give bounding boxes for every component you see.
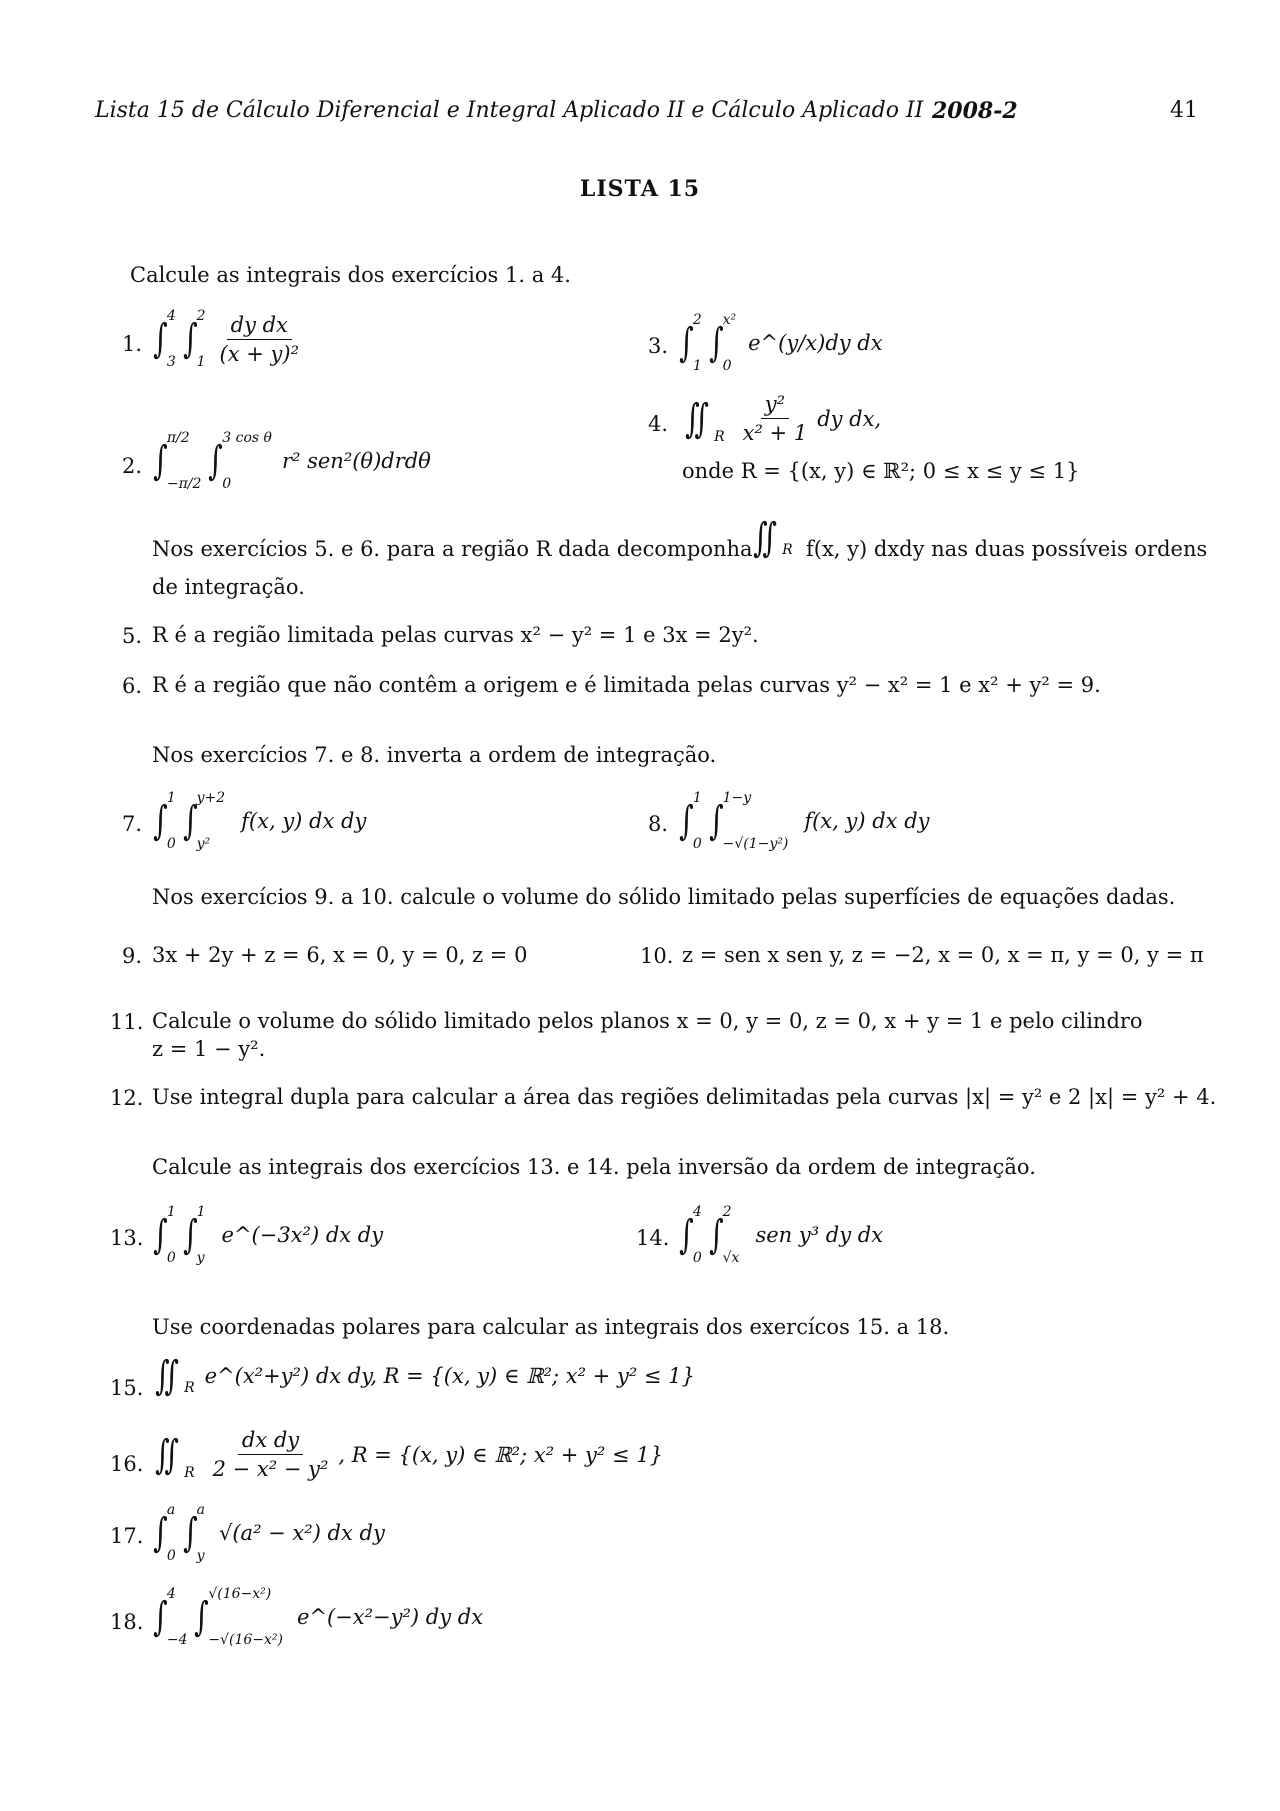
exercise-15: ∬ R e^(x²+y²) dx dy, R = {(x, y) ∈ ℝ²; x² + y² ≤ 1}	[155, 1353, 695, 1399]
integral-sign: ∫	[153, 438, 168, 484]
exercise-10: z = sen x sen y, z = −2, x = 0, x = π, y = 0, y = π	[682, 943, 1204, 967]
exercise-number: 4.	[648, 412, 669, 436]
integral-limits: a y	[196, 1502, 205, 1564]
exercise-9: 3x + 2y + z = 6, x = 0, y = 0, z = 0	[152, 943, 528, 967]
integral-limits: 3 cos θ 0	[222, 430, 272, 492]
integral-sign: ∫	[182, 1212, 198, 1258]
running-header-title: Lista 15 de Cálculo Diferencial e Integral Aplicado II e Cálculo Aplicado II	[95, 98, 924, 123]
integral-sign: ∫	[208, 438, 224, 484]
exercise-number: 11.	[110, 1010, 144, 1034]
integral-limits: 1 0	[166, 790, 176, 852]
exercise-2: ∫ π/2 −π/2 ∫ 3 cos θ 0 r² sen²(θ)drdθ	[153, 430, 431, 492]
exercise-3: ∫ 2 1 ∫ x² 0 e^(y/x)dy dx	[679, 312, 883, 374]
exercise-number: 2.	[122, 454, 143, 478]
exercise-17: ∫ a 0 ∫ a y √(a² − x²) dx dy	[153, 1502, 385, 1564]
instruction-7-8: Nos exercícios 7. e 8. inverta a ordem de integração.	[152, 743, 717, 767]
fraction: $\frac{\text{y²}}{\text{x² + 1}}$	[742, 392, 808, 445]
integral-limits: 2 √x	[722, 1204, 740, 1266]
exercise-4-region: onde R = {(x, y) ∈ ℝ²; 0 ≤ x ≤ y ≤ 1}	[682, 459, 1080, 483]
instruction-1-4: Calcule as integrais dos exercícios 1. a 4.	[130, 263, 571, 287]
exercise-number: 1.	[122, 332, 143, 356]
integral-limits: 1 0	[166, 1204, 176, 1266]
exercise-number: 18.	[110, 1610, 144, 1634]
integral-limits: 4 3	[166, 308, 176, 370]
integral-limits: 4 0	[692, 1204, 702, 1266]
exercise-14: ∫ 4 0 ∫ 2 √x sen y³ dy dx	[679, 1204, 884, 1266]
instruction-13-14: Calcule as integrais dos exercícios 13. e 14. pela inversão da ordem de integração.	[152, 1155, 1036, 1179]
instruction-5-6: Nos exercícios 5. e 6. para a região R dada decomponha	[152, 537, 753, 561]
integral-limits: 1 0	[692, 790, 702, 852]
integral-sign: ∫	[194, 1594, 210, 1640]
exercise-number: 17.	[110, 1524, 144, 1548]
integral-limits: x² 0	[722, 312, 737, 374]
integral-limits: 1−y −√(1−y²)	[722, 790, 789, 852]
integral-sign: ∫	[153, 1510, 168, 1556]
exercise-5: R é a região limitada pelas curvas x² − y² = 1 e 3x = 2y².	[152, 623, 759, 647]
exercise-13: ∫ 1 0 ∫ 1 y e^(−3x²) dx dy	[153, 1204, 384, 1266]
integral-sign: ∫	[153, 798, 168, 844]
page-number: 41	[1170, 98, 1198, 123]
double-integral-sign: ∬	[685, 395, 709, 442]
integral-sign: ∫	[679, 320, 694, 366]
integral-sign: ∫	[153, 1594, 168, 1640]
exercise-number: 9.	[122, 944, 143, 968]
integral-limits: π/2 −π/2	[166, 430, 202, 492]
integral-sign: ∫	[708, 798, 724, 844]
page-title: LISTA 15	[579, 176, 701, 202]
integral-limits: 2 1	[196, 308, 206, 370]
exercise-11-cont: z = 1 − y².	[152, 1037, 266, 1061]
exercise-8: ∫ 1 0 ∫ 1−y −√(1−y²) f(x, y) dx dy	[679, 790, 930, 852]
instruction-5-6-cont: f(x, y) dxdy nas duas possíveis ordens	[806, 537, 1208, 561]
integral-sign: ∫	[153, 1212, 168, 1258]
exercise-1	[150, 308, 309, 370]
exercise-number: 3.	[648, 334, 669, 358]
integral-limits: 2 1	[692, 312, 702, 374]
exercise-number: 7.	[122, 812, 143, 836]
exercise-4: ∬ R $\frac{\text{y²}}{\text{x² + 1}}$ dy dx,	[685, 392, 882, 445]
exercise-number: 8.	[648, 812, 669, 836]
exercise-12: Use integral dupla para calcular a área das regiões delimitadas pela curvas |x| = y² e 2 |x| = y² + 4.	[152, 1085, 1217, 1109]
exercise-number: 10.	[640, 944, 674, 968]
fraction: $\frac{\text{dy dx}}{\text{(x + y)²}}$	[219, 312, 299, 366]
integral-sign: ∫	[182, 798, 198, 844]
exercise-number: 5.	[122, 624, 143, 648]
exercise-number: 16.	[110, 1452, 144, 1476]
integral-limits: a 0	[166, 1502, 176, 1564]
instruction-5-6-end: de integração.	[152, 575, 305, 599]
integral-sign: ∫	[182, 1510, 198, 1556]
exercise-11: Calcule o volume do sólido limitado pelos planos x = 0, y = 0, z = 0, x + y = 1 e pelo cilindro	[152, 1009, 1143, 1033]
double-integral-sign: ∬	[155, 1353, 179, 1399]
fraction: $\frac{\text{dx dy}}{\text{2 − x² − y²}}$	[212, 1428, 329, 1481]
instruction-integral: ∬ R	[753, 515, 793, 561]
exercise-number: 6.	[122, 674, 143, 698]
integral-sign: ∫	[679, 798, 694, 844]
integral-sign: ∫	[708, 320, 724, 366]
integral-sign: ∫	[708, 1212, 724, 1258]
integral-limits: y+2 y²	[196, 790, 226, 852]
exercise-7: ∫ 1 0 ∫ y+2 y² f(x, y) dx dy	[153, 790, 367, 852]
integral-limits: 1 y	[196, 1204, 206, 1266]
exercise-number: 15.	[110, 1376, 144, 1400]
integral-limits: √(16−x²) −√(16−x²)	[208, 1586, 283, 1648]
exercise-number: 13.	[110, 1226, 144, 1250]
running-header-term: 2008-2	[932, 98, 1018, 124]
exercise-number: 12.	[110, 1086, 144, 1110]
exercise-6: R é a região que não contêm a origem e é limitada pelas curvas y² − x² = 1 e x² + y² = 9.	[152, 673, 1101, 697]
integral-sign: ∫	[679, 1212, 694, 1258]
double-integral-sign: ∬	[753, 515, 777, 561]
exercise-18: ∫ 4 −4 ∫ √(16−x²) −√(16−x²) e^(−x²−y²) dy dx	[153, 1586, 484, 1648]
instruction-9-10: Nos exercícios 9. a 10. calcule o volume do sólido limitado pelas superfícies de equações dadas.	[152, 885, 1176, 909]
instruction-15-18: Use coordenadas polares para calcular as integrais dos exercícos 15. a 18.	[152, 1315, 950, 1339]
exercise-number: 14.	[636, 1226, 670, 1250]
exercise-16: ∬ R $\frac{\text{dx dy}}{\text{2 − x² − y²}}$ , R = {(x, y) ∈ ℝ²; x² + y² ≤ 1}	[155, 1428, 664, 1481]
integral-limits: 4 −4	[166, 1586, 188, 1648]
integral-sign: ∫	[182, 316, 198, 362]
integral-sign: ∫	[153, 316, 168, 362]
double-integral-sign: ∬	[155, 1431, 179, 1478]
